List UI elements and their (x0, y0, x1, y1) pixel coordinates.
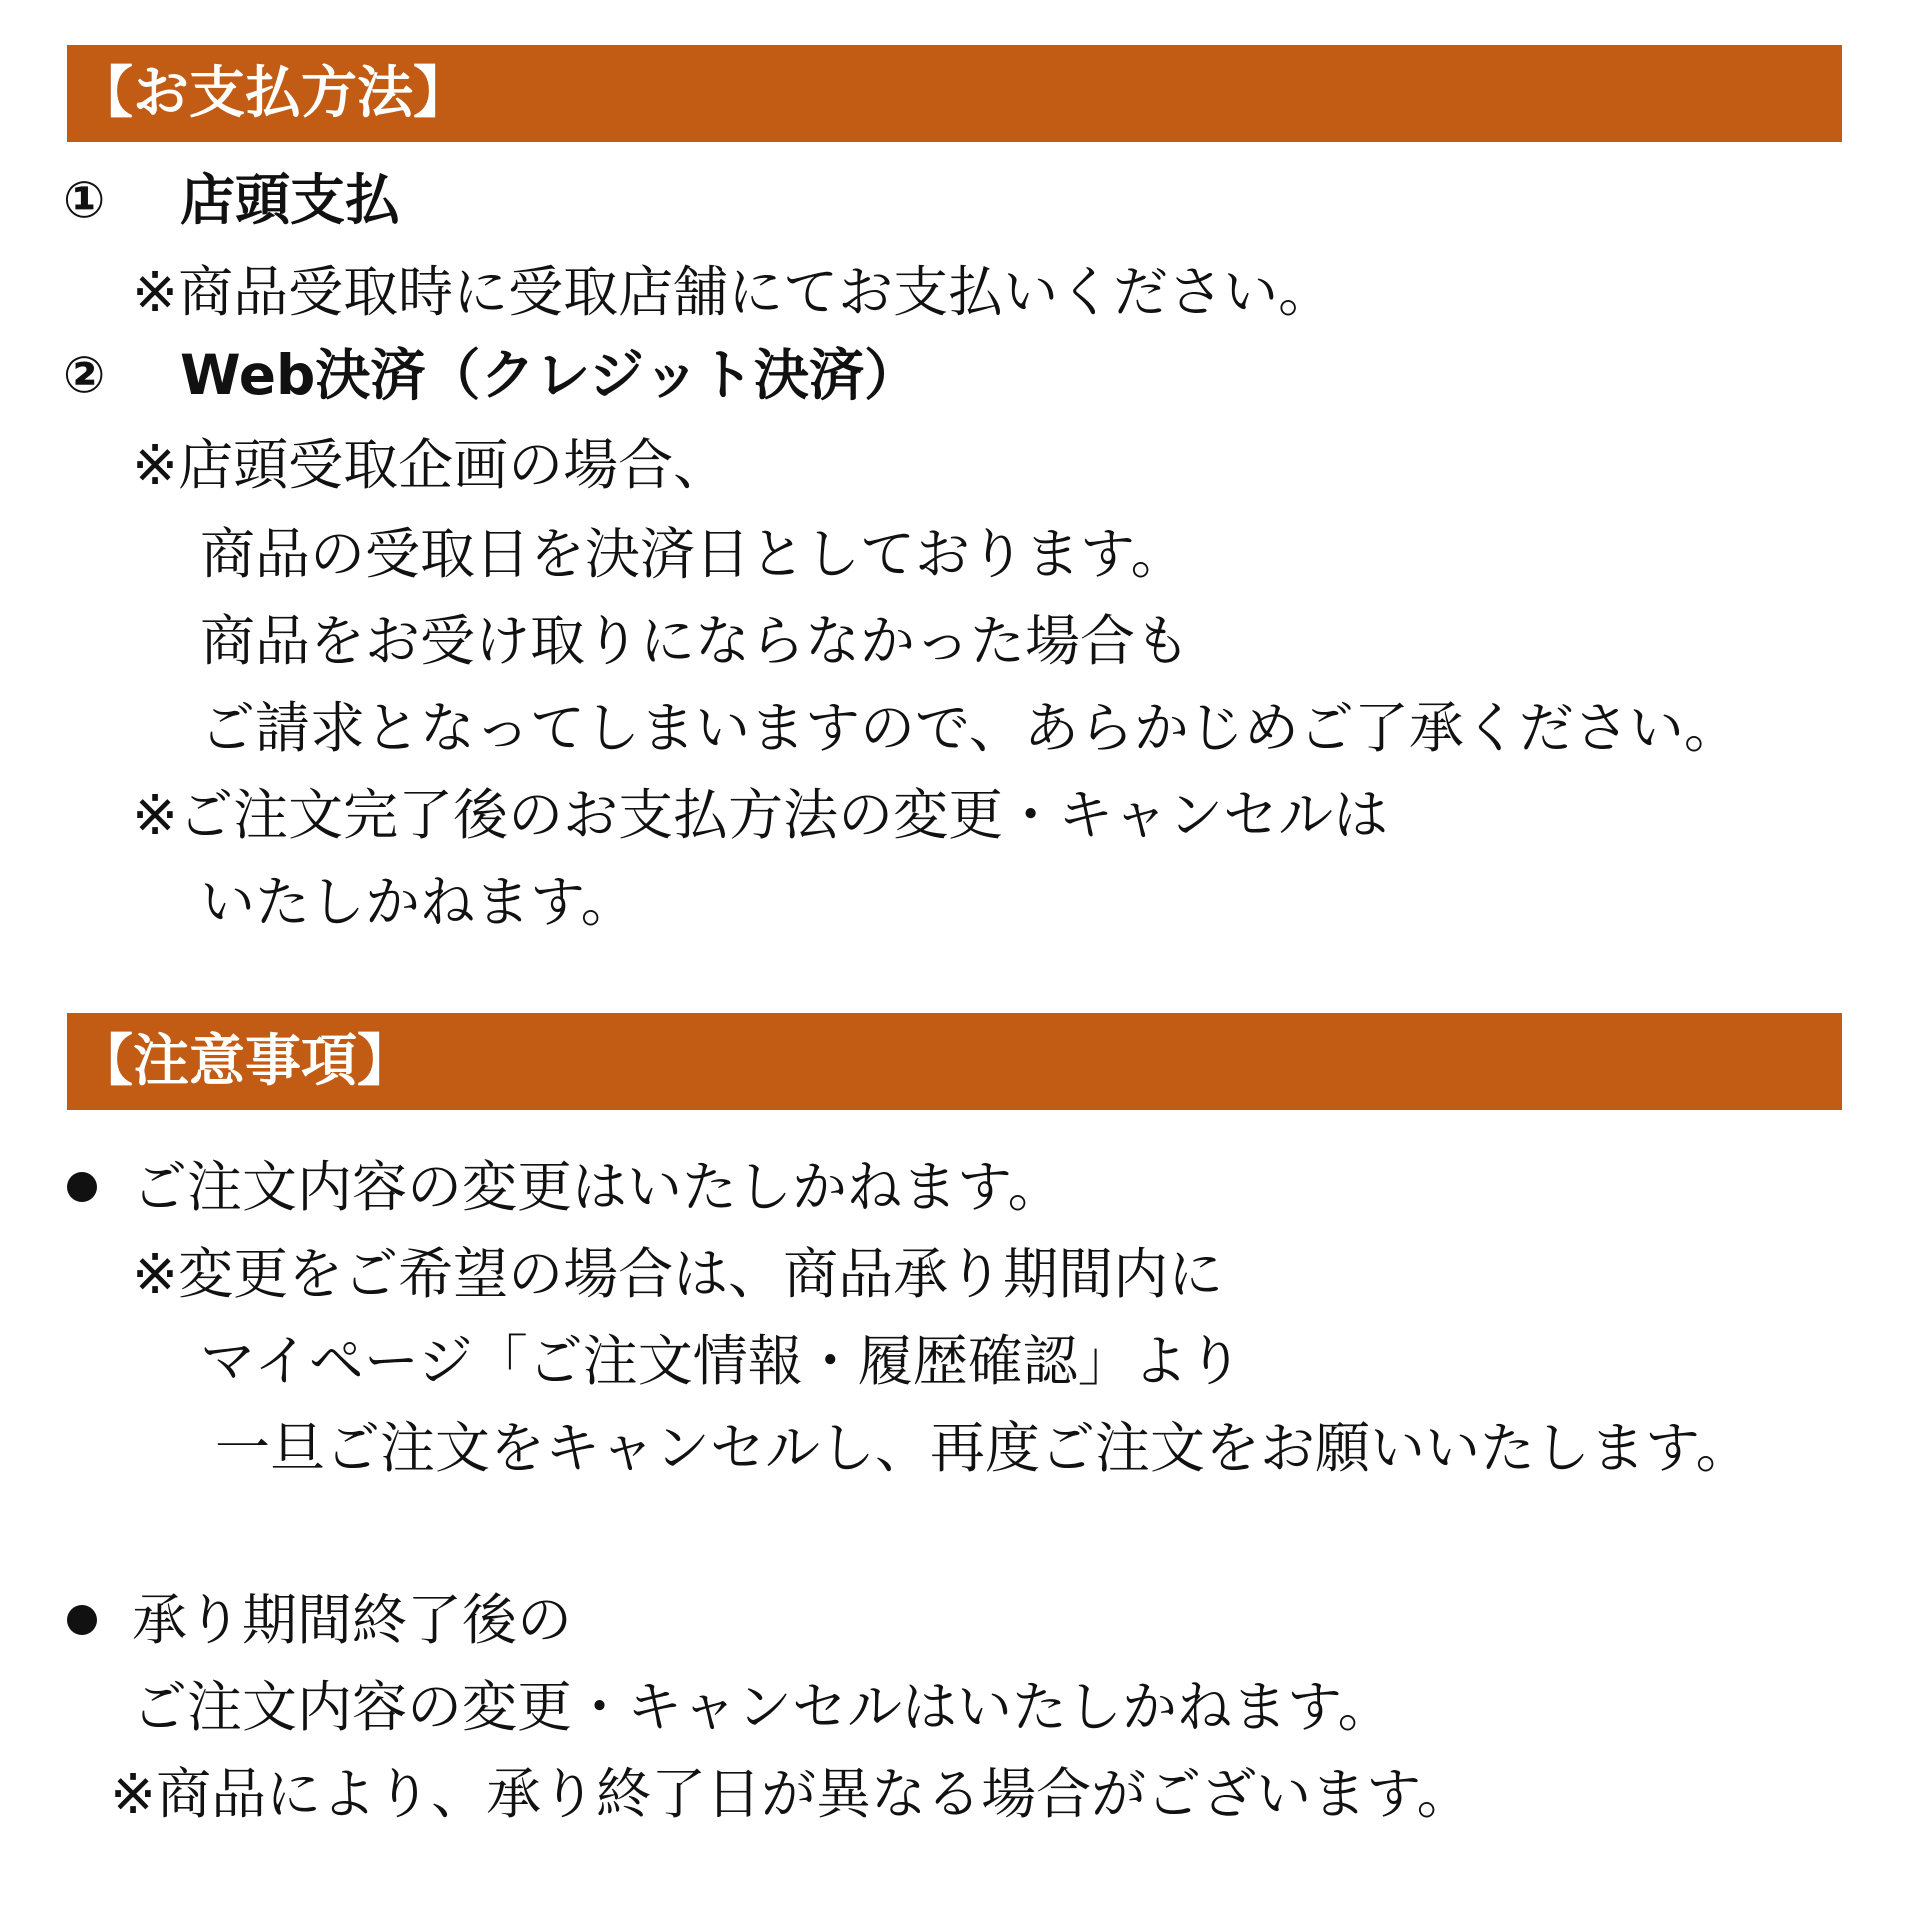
note-line: ※店頭受取企画の場合、 (132, 433, 729, 497)
note-line: 商品の受取日を決済日としております。 (200, 522, 1186, 586)
bullet-line: マイページ「ご注文情報・履歴確認」より (200, 1329, 1243, 1393)
note-line: ※ご注文完了後のお支払方法の変更・キャンセルは (132, 783, 1389, 847)
payment-method-header: 【お支払方法】 (67, 45, 1842, 142)
note-line: いたしかねます。 (200, 870, 636, 934)
note-line: ※商品受取時に受取店舗にてお支払いください。 (132, 260, 1334, 324)
item-number-1: ① (63, 171, 106, 229)
item-number-2: ② (63, 346, 106, 404)
bullet-line: 承り期間終了後の (132, 1588, 573, 1652)
item-title-web-payment: Web決済（クレジット決済） (180, 343, 920, 407)
bullet-line: ご注文内容の変更・キャンセルはいたしかねます。 (132, 1675, 1393, 1739)
notice-header: 【注意事項】 (67, 1013, 1842, 1110)
bullet-dot-icon (67, 1605, 97, 1635)
bullet-line: ※商品により、承り終了日が異なる場合がございます。 (110, 1762, 1472, 1826)
bullet-line: 一旦ご注文をキャンセルし、再度ご注文をお願いいたします。 (215, 1416, 1751, 1480)
bullet-line: ※変更をご希望の場合は、商品承り期間内に (132, 1242, 1224, 1306)
item-title-store-payment: 店頭支払 (180, 168, 401, 232)
note-line: 商品をお受け取りにならなかった場合も (200, 609, 1191, 673)
note-line: ご請求となってしまいますので、あらかじめご了承ください。 (200, 696, 1739, 760)
bullet-line: ご注文内容の変更はいたしかねます。 (132, 1155, 1063, 1219)
bullet-dot-icon (67, 1172, 97, 1202)
